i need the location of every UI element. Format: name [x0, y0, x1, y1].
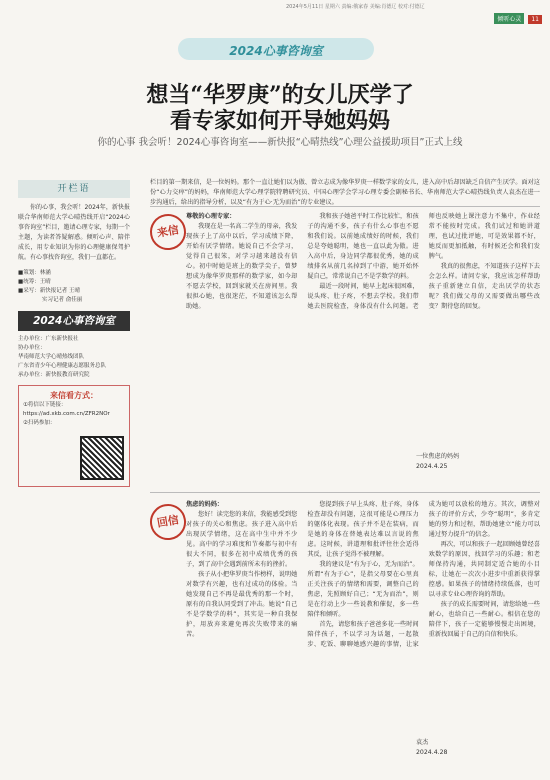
- column-logo: 2024心事咨询室: [18, 311, 130, 331]
- signature-name: 一位焦虑的妈妈: [416, 453, 460, 460]
- credit-line: ■统筹：王晴: [18, 279, 51, 285]
- column-banner: [178, 38, 374, 60]
- article-lead: 栏目的第一期来信，是一位妈妈。那个一直让她们以为傲、曾立志成为像华罗庚一样数学家的女儿，进入高中后却因缺乏自信产生厌学。面对这份“心力交瘁”的妈妈，华南师范大学心理学院特聘研究员、中国心理学会学习心理专委会副秘书长、华南师范大学心晴热线负责人袁杰在进一步沟通后，给出的指导分析，以及“有为于心·无为而治”的专业建议。: [150, 179, 540, 206]
- organizer-line: 华南师范大学心晴热线团队: [18, 354, 85, 360]
- submission-box: [18, 385, 130, 487]
- column-intro: 你的心事，我会听！2024年，新快报联合华南师范大学心晴热线开启“2024心事咨询室”栏目，邀请心理专家，每期一个主题，为读者答疑解惑。倾听心声、陪伴成长，用专业知识为你的心理健康保驾护航。有心事找咨询室，我们一直都在。: [18, 204, 130, 261]
- paragraph: 最近一段时间，她早上起床很困难，说头疼、肚子疼，不想去学校。我们带她去医院检查，身体没有什么问题。老师也反映她上课注意力不集中，作业经常不能按时完成。我们试过和她讲道理，也试过批评她，可是效果都不好，她反而更加抵触，有时候还会和我们发脾气。: [307, 213, 540, 310]
- submission-link[interactable]: https://ad.xkb.com.cn/ZFR2NOr: [23, 411, 110, 417]
- reply-body: [186, 500, 540, 735]
- organizer-line: 主办单位：广东新快报社: [18, 336, 79, 342]
- paragraph: 您好！读完您的来信，我能感受到您对孩子的关心和焦虑。孩子进入高中后出现厌学情绪，这在高中生中并不少见。高中的学习难度和节奏都与初中有很大不同，很多在初中成绩优秀的孩子，到了高中会遇到前所未有的挫折。: [186, 511, 298, 568]
- letter-stamp: 来信: [147, 211, 189, 253]
- headline-line-1: 想当“华罗庚”的女儿厌学了: [146, 82, 414, 108]
- column-heading: 开栏语: [18, 180, 130, 198]
- organizer-line: 协办单位：: [18, 345, 46, 351]
- reply-stamp: 回信: [147, 501, 189, 543]
- paragraph: 您提到孩子早上头疼、肚子疼，身体检查却没有问题，这很可能是心理压力的躯体化表现。孩子并不是在装病，而是她的身体在替她表达难以言说的焦虑。这时候，讲道理和批评往往会适得其反，让孩子觉得不被理解。: [307, 501, 419, 558]
- page-number-badge: 11: [528, 15, 542, 24]
- credits: [18, 269, 130, 305]
- paragraph: 再次，可以和孩子一起回顾她曾经喜欢数学的原因，找回学习的乐趣；和老师保持沟通，共同制定适合她的小目标，让她在一次次小进步中重新获得掌控感。如果孩子的情绪持续低落，也可以寻求专业心理咨询的帮助。: [428, 541, 540, 598]
- credit-line: ■采写：新快报记者 王晴: [18, 288, 80, 294]
- banner-label: 2024心事咨询室: [229, 44, 323, 58]
- letter-signature: [416, 452, 536, 472]
- submission-step: ①将信以下链接：: [23, 402, 67, 408]
- salutation: 焦虑的妈妈：: [186, 501, 224, 508]
- divider: [150, 492, 540, 493]
- credit-line: 实习记者 俞佳丽: [42, 297, 83, 303]
- letter-body: [186, 212, 540, 487]
- headline-line-2: 看专家如何开导她妈妈: [169, 108, 390, 134]
- sidebar: [18, 180, 130, 768]
- divider: [150, 206, 540, 207]
- paragraph: 我真的很焦虑，不知道孩子这样下去会怎么样。请问专家，我应该怎样帮助孩子重新建立自信，走出厌学的状态呢？我们做父母的又需要做出哪些改变？期待您的回复。: [428, 263, 540, 310]
- signature-date: 2024.4.25: [416, 463, 448, 470]
- submission-step: ②扫码参加：: [23, 420, 56, 426]
- paragraph: 我的建议是“有为于心，无为而治”。所谓“有为于心”，是指父母要在心里真正关注孩子的情绪和需要，调整自己的焦虑，先照顾好自己；“无为而治”，则是在行动上少一些说教和催促，多一些陪伴和倾听。: [307, 561, 419, 618]
- paragraph: 孩子的成长需要时间，请您给她一些耐心，也给自己一些耐心。相信在您的陪伴下，孩子一定能够慢慢走出困境，重新找回属于自己的自信和快乐。: [428, 601, 540, 638]
- credit-line: ■策划：林涵: [18, 270, 51, 276]
- organizers: [18, 335, 130, 380]
- submission-title: 来信看方式：: [50, 391, 98, 400]
- page-meta: 2024年5月11日 星期六 责编:俄家春 美编:肖德辽 校对:付德辽: [286, 4, 425, 10]
- signature-date: 2024.4.28: [416, 749, 448, 756]
- paragraph: 我和孩子她爸平时工作比较忙，和孩子的沟通不多，孩子有什么心事也不愿和我们说。以前她成绩好的时候，我们总是夸她聪明，她也一直以此为傲。进入高中后，身边同学都很优秀，她的成绩排名从前几名掉到了中游，她开始怀疑自己，常常说自己不是学数学的料。: [307, 213, 419, 280]
- qr-code-icon[interactable]: [80, 436, 124, 480]
- paragraph: 孩子从小把华罗庚当作榜样，说明她对数学有兴趣，也有过成功的体验。当她发现自己不再是最优秀的那一个时，原有的自我认同受到了冲击。她说“自己不是学数学的料”，其实是一种自我保护，用放弃来避免再次失败带来的痛苦。: [186, 571, 298, 638]
- subheadline: 你的心事 我会听！2024心事咨询室——新快报“心晴热线”心理公益援助项目”正式上线: [97, 137, 463, 148]
- section-tags: [492, 13, 542, 24]
- section-tag: 倾听心灵: [494, 13, 524, 24]
- paragraph: 我现在是一名高二学生的母亲，我发现孩子上了高中以后，学习成绩下降，开始有厌学情绪。她说自己不会学习，觉得自己很笨，对学习越来越没有信心。初中时她是班上的数学尖子，曾梦想成为像华罗庚那样的数学家，如今却不愿去学校，回到家就关在房间里。我很担心她，也很迷茫，不知道该怎么帮助她。: [186, 223, 298, 310]
- signature-name: 袁杰: [416, 739, 429, 746]
- salutation: 尊敬的心理专家：: [186, 213, 236, 220]
- paragraph: 首先，请您和孩子爸爸多花一些时间陪伴孩子，不以学习为话题，一起散步、吃饭、聊聊她感兴趣的事情，让家成为她可以放松的地方。其次，调整对孩子的评价方式，少夸“聪明”，多肯定她的努力和过程，帮助她建立“能力可以通过努力提升”的信念。: [307, 501, 540, 648]
- organizer-line: 广东省青少年心理健康志愿服务总队: [18, 363, 107, 369]
- reply-signature: [416, 738, 536, 758]
- organizer-line: 承办单位：新快报教育研究院: [18, 372, 90, 378]
